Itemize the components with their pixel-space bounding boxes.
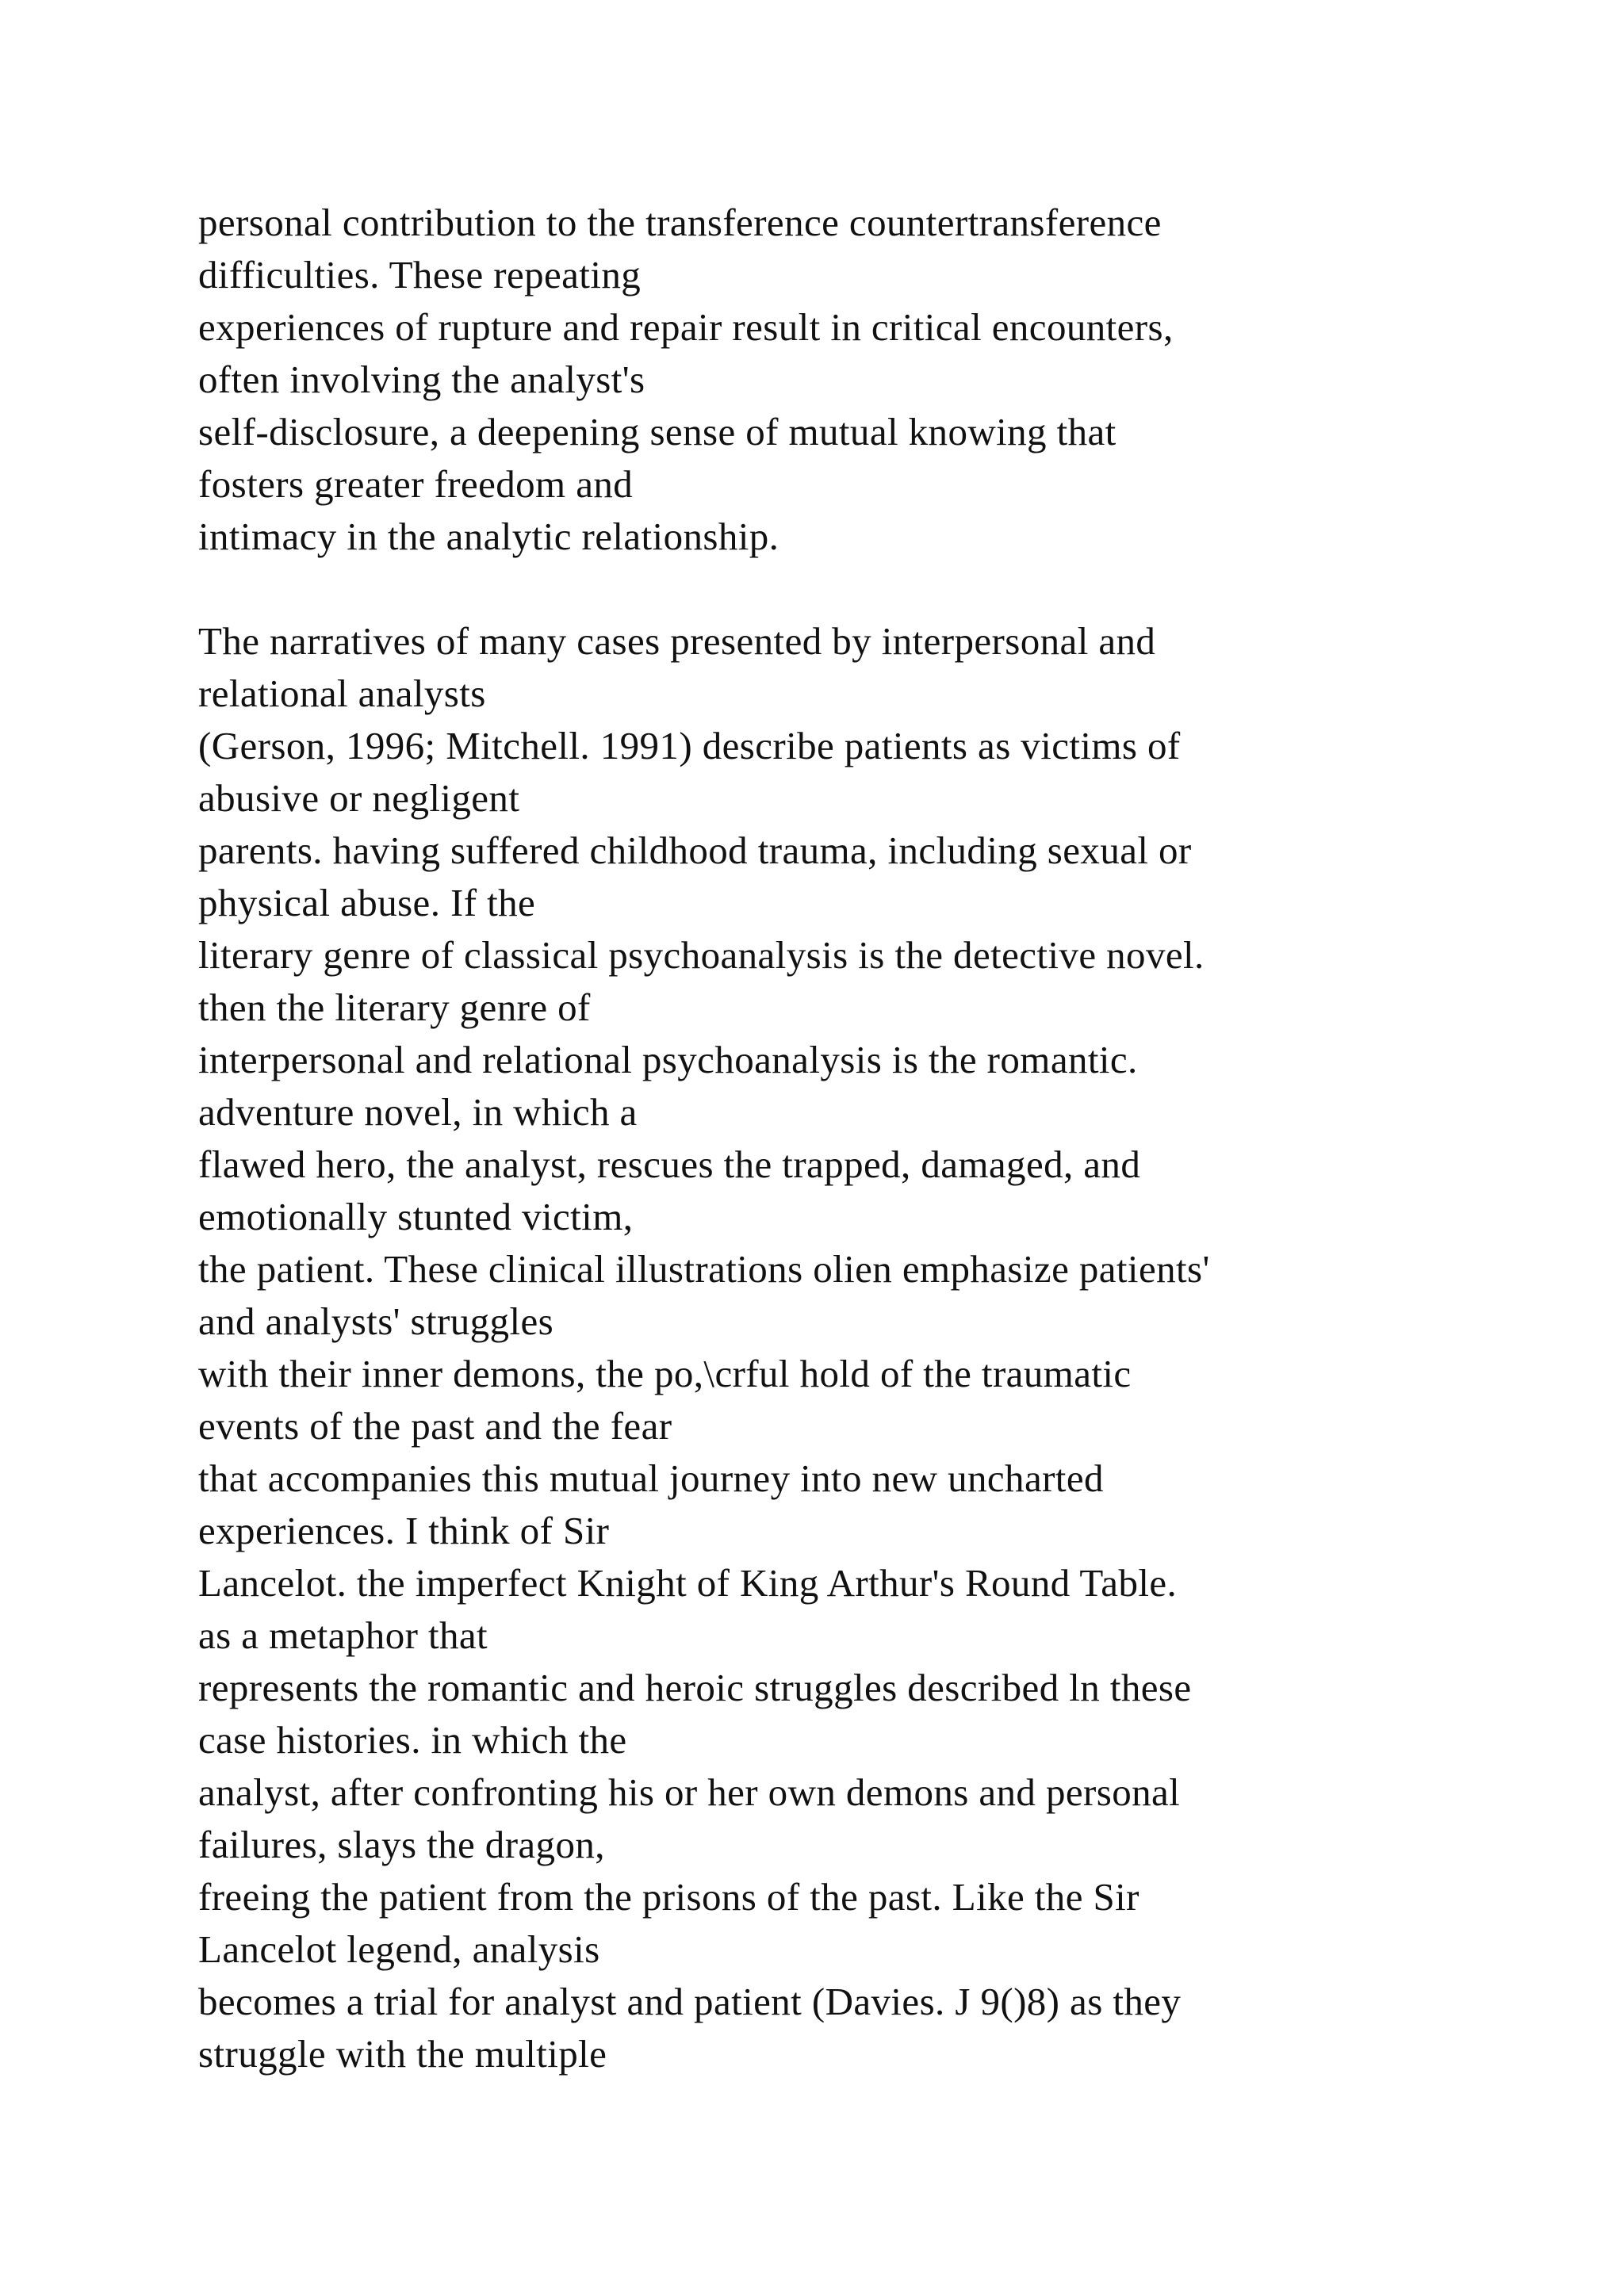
text-line: as a metaphor that [198, 1613, 488, 1657]
text-line: failures, slays the dragon, [198, 1823, 605, 1866]
text-line: flawed hero, the analyst, rescues the trapped, damaged, and [198, 1142, 1141, 1186]
text-line: (Gerson, 1996; Mitchell. 1991) describe patients as victims of [198, 724, 1181, 767]
text-line: then the literary genre of [198, 985, 591, 1029]
text-line: often involving the analyst's [198, 358, 645, 401]
text-line: struggle with the multiple [198, 2032, 607, 2076]
text-line: the patient. These clinical illustrations olien emphasize patients' [198, 1247, 1210, 1291]
text-line: Lancelot. the imperfect Knight of King Arthur's Round Table. [198, 1561, 1178, 1605]
text-line: with their inner demons, the po,\crful hold of the traumatic [198, 1352, 1132, 1395]
text-line: represents the romantic and heroic struggles described ln these [198, 1666, 1192, 1709]
text-line: Lancelot legend, analysis [198, 1927, 600, 1971]
text-line: literary genre of classical psychoanalysis is the detective novel. [198, 933, 1205, 977]
text-line: becomes a trial for analyst and patient (Davies. J 9()8) as they [198, 1980, 1182, 2023]
text-line: events of the past and the fear [198, 1404, 672, 1448]
text-line: that accompanies this mutual journey into new uncharted [198, 1456, 1104, 1500]
text-line: experiences of rupture and repair result in critical encounters, [198, 305, 1174, 349]
text-line: parents. having suffered childhood trauma, including sexual or [198, 828, 1192, 872]
paragraph-1 [198, 197, 1546, 563]
text-line: relational analysts [198, 672, 486, 715]
text-line: physical abuse. If the [198, 881, 536, 924]
text-line: fosters greater freedom and [198, 462, 634, 506]
text-line: intimacy in the analytic relationship. [198, 515, 779, 558]
text-line: freeing the patient from the prisons of the past. Like the Sir [198, 1875, 1139, 1919]
text-line: experiences. I think of Sir [198, 1509, 610, 1552]
text-line: and analysts' struggles [198, 1299, 554, 1343]
paragraph-2 [198, 615, 1546, 2080]
text-line: interpersonal and relational psychoanalysis is the romantic. [198, 1038, 1138, 1081]
text-line: difficulties. These repeating [198, 253, 642, 297]
text-line: emotionally stunted victim, [198, 1195, 634, 1238]
text-line: adventure novel, in which a [198, 1090, 638, 1134]
text-line: analyst, after confronting his or her own demons and personal [198, 1770, 1181, 1814]
text-line: abusive or negligent [198, 776, 520, 820]
text-line: case histories. in which the [198, 1718, 627, 1762]
text-line: personal contribution to the transference countertransference [198, 201, 1162, 244]
text-line: self-disclosure, a deepening sense of mutual knowing that [198, 410, 1116, 453]
text-line: The narratives of many cases presented by interpersonal and [198, 619, 1156, 663]
